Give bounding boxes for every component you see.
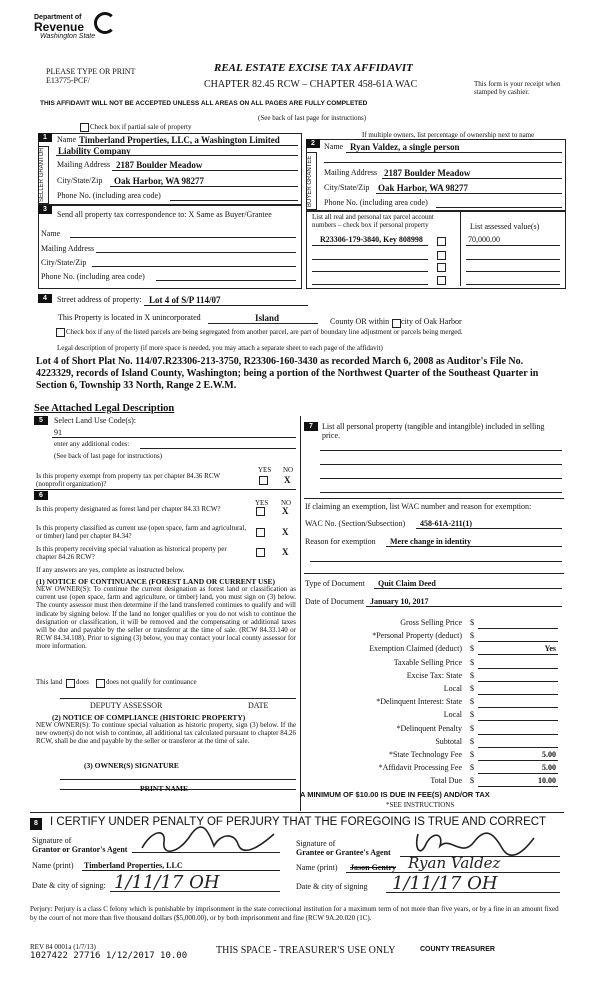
fee-label: *Delinquent Interest: State — [376, 697, 462, 706]
correspondence-label: Send all property tax correspondence to: X Same as Buyer/Grantee — [57, 210, 272, 219]
doc-type-label: Type of Document — [305, 579, 365, 588]
legal-desc-label: Legal description of property (if more space is needed, you may attach a separate sheet to each page of the affidavit) — [57, 344, 383, 352]
grantor-signature[interactable] — [138, 826, 278, 862]
grantee-sig-label-2: Grantee or Grantee's Agent — [296, 848, 391, 857]
seller-phone-label: Phone No. (including area code) — [57, 191, 161, 200]
buyer-mailing-value[interactable]: 2187 Boulder Meadow — [384, 168, 471, 178]
grantor-name-value[interactable]: Timberland Properties, LLC — [84, 861, 183, 870]
does-not-checkbox[interactable] — [96, 679, 105, 688]
fee-label: Excise Tax: State — [406, 671, 462, 680]
fee-currency: $ — [470, 763, 474, 772]
doc-date-label: Date of Document — [305, 597, 365, 606]
corr-city-label: City/State/Zip — [41, 258, 87, 267]
fee-value[interactable]: 5.00 — [542, 750, 556, 759]
fee-currency: $ — [470, 631, 474, 640]
fee-currency: $ — [470, 684, 474, 693]
please-type: PLEASE TYPE OR PRINT — [46, 67, 136, 76]
buyer-city-value[interactable]: Oak Harbor, WA 98277 — [378, 183, 469, 193]
see-attached: See Attached Legal Description — [34, 403, 175, 414]
warning: THIS AFFIDAVIT WILL NOT BE ACCEPTED UNLESS ALL AREAS ON ALL PAGES ARE FULLY COMPLETED — [40, 100, 368, 107]
corr-mailing-label: Mailing Address — [41, 244, 95, 253]
current-use-no-answer[interactable]: X — [282, 527, 289, 537]
grantee-date-value[interactable]: 1/11/17 OH — [392, 873, 498, 894]
grantor-name-label: Name (print) — [32, 861, 74, 870]
corr-phone-label: Phone No. (including area code) — [41, 272, 145, 281]
sec5-no-header: NO — [283, 466, 294, 474]
does-label: does — [76, 678, 89, 686]
parcel-header: List all real and personal tax parcel account numbers – check box if personal property — [312, 213, 434, 229]
current-use-question: Is this property classified as current use (open space, farm and agricultural, or timber) land per chapter 84.34? — [36, 524, 247, 540]
notice1-title: (1) NOTICE OF CONTINUANCE (FOREST LAND OR CURRENT USE) — [36, 577, 276, 586]
grantee-date-label: Date & city of signing — [296, 882, 368, 891]
seller-name-label: Name — [57, 135, 77, 144]
located-value[interactable]: Island — [255, 313, 280, 323]
fee-value[interactable]: 10.00 — [538, 776, 556, 785]
historic-question: Is this property receiving special valuation as historical property per chapter 84.26 RCW? — [36, 545, 227, 561]
legal-description[interactable]: Lot 4 of Short Plat No. 114/07.R23306-213-3750, R23306-160-3430 as recorded March 6, 2008 as Auditor's File No. 4223329, records of Island County, Washington; being a portion of the Northwest Quarter of the Southeast Quarter in Section 6, Township 33 North, Range 2 E.W.M. — [36, 356, 539, 391]
grantor-signature-scribble — [138, 826, 278, 856]
county-treasurer: COUNTY TREASURER — [420, 946, 495, 953]
street-label: Street address of property: — [57, 295, 142, 304]
revenue-logo-icon — [94, 12, 116, 34]
rev-code: REV 84 0001a (1/7/13) — [30, 943, 96, 951]
forest-question: Is this property designated as forest land per chapter 84.33 RCW? — [36, 505, 221, 513]
fee-currency: $ — [470, 671, 474, 680]
county-or-within: County OR within — [330, 317, 390, 326]
grantor-date-value[interactable]: 1/11/17 OH — [114, 872, 220, 893]
deputy-assessor: DEPUTY ASSESSOR — [90, 701, 163, 710]
fee-label: *State Technology Fee — [388, 750, 462, 759]
fee-currency: $ — [470, 750, 474, 759]
deputy-date: DATE — [248, 701, 269, 710]
grantor-date-label: Date & city of signing: — [32, 881, 106, 890]
corr-name-label: Name — [41, 229, 61, 238]
parcel-checkbox-2[interactable] — [437, 251, 446, 260]
certify-statement: I CERTIFY UNDER PENALTY OF PERJURY THAT THE FOREGOING IS TRUE AND CORRECT — [50, 816, 547, 828]
section2-number: 2 — [306, 139, 320, 148]
buyer-phone-label: Phone No. (including area code) — [324, 198, 428, 207]
fee-label: Gross Selling Price — [400, 618, 462, 627]
partial-sale-label: Check box if partial sale of property — [90, 123, 192, 131]
doc-date-value[interactable]: January 10, 2017 — [370, 597, 429, 606]
does-not-label: does not qualify for continuance — [106, 678, 197, 686]
form-code: E13775-PCF/ — [46, 76, 91, 85]
land-use-label: Select Land Use Code(s): — [54, 416, 136, 425]
parcel-checkbox-3[interactable] — [437, 263, 446, 272]
fee-label: Local — [443, 684, 462, 693]
reason-label: Reason for exemption — [305, 537, 376, 546]
see-back-top: (See back of last page for instructions) — [258, 114, 367, 122]
assessed-header: List assessed value(s) — [470, 222, 540, 231]
section5-number: 5 — [34, 416, 48, 425]
owner-signature-label: (3) OWNER(S) SIGNATURE — [84, 761, 179, 770]
agency-state: Washington State — [40, 33, 96, 40]
sec6-yes-header: YES — [255, 499, 269, 507]
city-checkbox[interactable] — [392, 319, 401, 328]
land-use-value[interactable]: 91 — [54, 428, 62, 437]
segregated-checkbox[interactable] — [56, 328, 65, 337]
buyer-city-label: City/State/Zip — [324, 183, 370, 192]
fee-label: Subtotal — [435, 737, 462, 746]
section4-number: 4 — [38, 294, 52, 303]
cashier-stamp: 1027422 27716 1/12/2017 10.00 — [30, 951, 188, 961]
minimum-due: A MINIMUM OF $10.00 IS DUE IN FEE(S) AND/OR TAX — [300, 790, 490, 799]
sec6-no-header: NO — [281, 499, 292, 507]
section7-number: 7 — [304, 422, 318, 431]
exempt-yes-checkbox[interactable] — [259, 476, 268, 485]
fee-currency: $ — [470, 618, 474, 627]
treasurer-use: THIS SPACE - TREASURER'S USE ONLY — [216, 945, 396, 956]
segregated-label: Check box if any of the listed parcels are being segregated from another parcel, are part of boundary line adjustment or parcels being merged. — [66, 328, 463, 336]
street-value[interactable]: Lot 4 of S/P 114/07 — [149, 295, 221, 305]
fee-label: *Delinquent Penalty — [396, 724, 462, 733]
wac-value[interactable]: 458-61A-211(1) — [420, 519, 472, 528]
section8-number: 8 — [30, 818, 42, 830]
parcel-checkbox-4[interactable] — [437, 276, 446, 285]
grantee-name-struck: Jason Gentry — [350, 863, 396, 872]
grantee-name-handwritten[interactable]: Ryan Valdez — [408, 854, 501, 872]
seller-city-value[interactable]: Oak Harbor, WA 98277 — [114, 176, 205, 186]
fee-label: Local — [443, 710, 462, 719]
exemption-label: If claiming an exemption, list WAC number and reason for exemption: — [305, 502, 532, 511]
see-instructions: *SEE INSTRUCTIONS — [386, 801, 455, 809]
section3-number: 3 — [38, 205, 52, 214]
city-of-label: city of Oak Harbor — [401, 317, 462, 326]
notice1-text: NEW OWNER(S): To continue the current designation as forest land or classification as current use (open space, farm and agriculture, or timber) land, you must sign on (3) below. The county assessor must then determine if the land transferred continues to qualify and will indicate by signing below. If the land no longer qualifies or you do not wish to continue the designation or classification, it will be removed and the compensating or additional taxes will be due and payable by the seller or transferor at the time of sale. (RCW 84.33.140 or RCW 84.34.108). Prior to signing (3) below, you may contact your local county assessor for more information. — [36, 585, 296, 651]
form-title: REAL ESTATE EXCISE TAX AFFIDAVIT — [214, 62, 413, 74]
parcel-value[interactable]: R23306-179-3840, Key 808998 — [320, 235, 423, 244]
seller-name-2[interactable]: Liability Company — [58, 146, 131, 156]
seller-grantor-tab: SELLER GRANTOR — [38, 146, 49, 204]
seller-mailing-label: Mailing Address — [57, 160, 111, 169]
fee-currency: $ — [470, 644, 474, 653]
assessed-value[interactable]: 70,000.00 — [468, 235, 500, 244]
if-yes-note: If any answers are yes, complete as instructed below. — [36, 566, 185, 574]
fee-value[interactable]: 5.00 — [542, 763, 556, 772]
see-back-land-use: (See back of last page for instructions) — [54, 452, 163, 460]
does-checkbox[interactable] — [66, 679, 75, 688]
current-use-yes-checkbox[interactable] — [256, 528, 265, 537]
doc-type-value[interactable]: Quit Claim Deed — [378, 579, 436, 588]
historic-no-answer[interactable]: X — [282, 547, 289, 557]
located-label: This Property is located in X unincorporated — [58, 313, 201, 322]
additional-codes-label: enter any additional codes: — [54, 440, 130, 448]
fee-label: *Personal Property (deduct) — [372, 631, 462, 640]
fee-label: Exemption Claimed (deduct) — [369, 644, 462, 653]
buyer-name-label: Name — [324, 142, 344, 151]
fee-label: *Affidavit Processing Fee — [378, 763, 462, 772]
receipt-note: This form is your receipt when stamped by cashier. — [474, 80, 561, 96]
perjury-notice: Perjury: Perjury is a class C felony which is punishable by imprisonment in the state correctional institution for a maximum term of not more than five years, or by a fine in an amount fixed by the court of not more than five thousand dollars ($5,000.00), or by both imprisonment and fine (RCW 9A.20.020 (1C). — [30, 905, 559, 922]
fee-currency: $ — [470, 737, 474, 746]
seller-mailing-value[interactable]: 2187 Boulder Meadow — [116, 160, 203, 170]
section6-number: 6 — [34, 491, 48, 500]
notice2-text: NEW OWNER(S): To continue special valuation as historic property, sign (3) below. If the new owner(s) do not wish to continue, all additional tax calculated pursuant to chapter 84.26 RCW, shall be due and payable by the seller or transferor at the time of sale. — [36, 721, 296, 746]
buyer-grantee-tab: BUYER GRANTEE — [306, 152, 317, 210]
buyer-name-value[interactable]: Ryan Valdez, a single person — [350, 142, 460, 152]
forest-yes-checkbox[interactable] — [256, 507, 265, 516]
wac-label: WAC No. (Section/Subsection) — [305, 519, 406, 528]
notice2-title: (2) NOTICE OF COMPLIANCE (HISTORIC PROPERTY) — [52, 713, 246, 722]
section1-number: 1 — [38, 133, 52, 142]
fee-currency: $ — [470, 710, 474, 719]
grantor-sig-label-2: Grantor or Grantor's Agent — [32, 845, 128, 854]
agency-top: Department of — [34, 14, 82, 21]
fee-currency: $ — [470, 776, 474, 785]
agency-name: Revenue — [34, 20, 85, 34]
forest-no-answer[interactable]: X — [282, 506, 289, 516]
grantor-sig-label-1: Signature of — [32, 836, 72, 845]
form-subtitle: CHAPTER 82.45 RCW – CHAPTER 458-61A WAC — [204, 79, 418, 90]
this-land-label: This land — [36, 678, 63, 686]
grantee-name-label: Name (print) — [296, 863, 338, 872]
reason-value[interactable]: Mere change in identity — [390, 537, 471, 546]
fee-currency: $ — [470, 658, 474, 667]
fee-label: Total Due — [430, 776, 462, 785]
fee-label: Taxable Selling Price — [393, 658, 462, 667]
print-name-label: PRINT NAME — [140, 784, 188, 793]
exempt-question: Is this property exempt from property tax per chapter 84.36 RCW (nonprofit organization)? — [36, 472, 220, 488]
seller-name-1[interactable]: Timberland Properties, LLC, a Washington Limited — [79, 135, 280, 145]
parcel-checkbox-1[interactable] — [437, 237, 446, 246]
sec5-yes-header: YES — [258, 466, 272, 474]
fee-currency: $ — [470, 724, 474, 733]
fee-currency: $ — [470, 697, 474, 706]
multiple-owners-note: If multiple owners, list percentage of ownership next to name — [362, 131, 535, 139]
historic-yes-checkbox[interactable] — [256, 548, 265, 557]
fee-value[interactable]: Yes — [544, 644, 556, 653]
personal-property-label: List all personal property (tangible and intangible) included in selling price. — [322, 422, 545, 440]
exempt-no-answer[interactable]: X — [284, 475, 291, 485]
partial-sale-checkbox[interactable] — [80, 123, 89, 132]
grantee-sig-label-1: Signature of — [296, 839, 336, 848]
seller-city-label: City/State/Zip — [57, 176, 103, 185]
buyer-mailing-label: Mailing Address — [324, 168, 378, 177]
